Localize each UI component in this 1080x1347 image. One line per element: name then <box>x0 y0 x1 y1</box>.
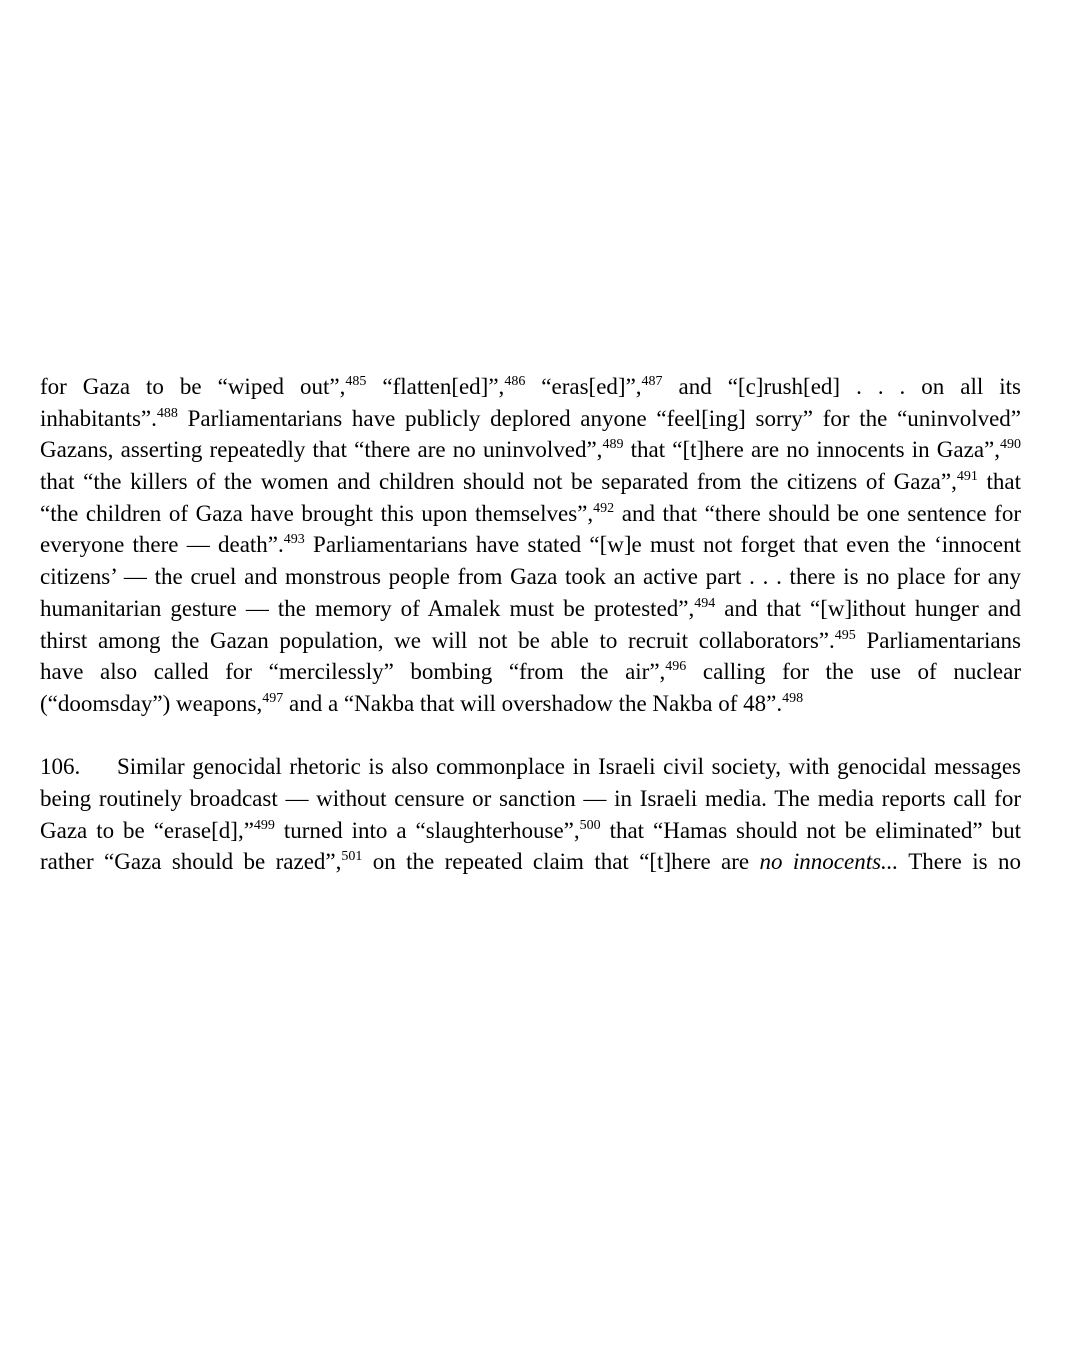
text-run: that <box>977 469 1021 495</box>
text-run: Gazans, asserting repeatedly that “there are no uninvolved”, <box>40 437 603 463</box>
text-run: calling for the use of nuclear <box>686 659 1021 685</box>
text-run: have also called for “mercilessly” bombing “from the air”, <box>40 659 666 685</box>
text-run: Similar genocidal rhetoric is also commonplace in Israeli civil society, with genocidal messages <box>117 754 1021 780</box>
text-line <box>40 751 1021 783</box>
footnote-ref: 496 <box>665 659 687 675</box>
text-run: and that “[w]ithout hunger and <box>715 595 1021 621</box>
text-run: Parliamentarians have stated “[w]e must not forget that even the ‘innocent <box>304 532 1021 558</box>
footnote-ref: 492 <box>593 500 615 516</box>
text-line <box>40 783 1021 815</box>
text-run: and that “there should be one sentence for <box>614 500 1021 526</box>
text-line <box>40 561 1021 593</box>
text-line <box>40 434 1021 466</box>
text-run: and “[c]rush[ed] . . . on all its <box>662 374 1021 399</box>
footnote-ref: 491 <box>956 469 978 485</box>
footnote-ref: 490 <box>1000 437 1022 453</box>
text-run: for Gaza to be “wiped out”, <box>40 374 346 399</box>
text-run: humanitarian gesture — the memory of Amalek must be protested”, <box>40 595 695 621</box>
text-run: “flatten[ed]”, <box>366 374 505 399</box>
text-line <box>40 625 1021 657</box>
text-run: on the repeated claim that “[t]here are <box>362 849 760 875</box>
text-run: inhabitants”. <box>40 405 157 431</box>
text-run: “eras[ed]”, <box>525 374 642 399</box>
text-run: There is no <box>898 849 1021 875</box>
text-line <box>40 371 1021 403</box>
text-run: being routinely broadcast — without censure or sanction — in Israeli media. The media reports call for <box>40 785 1021 811</box>
text-run: everyone there — death”. <box>40 532 284 558</box>
footnote-ref: 497 <box>262 690 284 706</box>
footnote-ref: 501 <box>341 849 363 865</box>
text-line <box>40 656 1021 688</box>
text-run: thirst among the Gazan population, we will not be able to recruit collaborators”. <box>40 627 835 653</box>
footnote-ref: 493 <box>283 532 305 548</box>
text-run: that “[t]here are no innocents in Gaza”, <box>623 437 1001 463</box>
paragraph-106 <box>40 751 1021 878</box>
text-run: and a “Nakba that will overshadow the Nakba of 48”. <box>283 690 783 716</box>
footnote-ref: 485 <box>345 374 367 389</box>
text-line <box>40 688 1021 720</box>
text-run: “the children of Gaza have brought this upon themselves”, <box>40 500 594 526</box>
text-line <box>40 846 1021 878</box>
footnote-ref: 499 <box>253 817 275 833</box>
paragraph-continuation <box>40 371 1021 720</box>
footnote-ref: 489 <box>602 437 624 453</box>
text-line <box>40 403 1021 435</box>
text-line <box>40 529 1021 561</box>
footnote-ref: 498 <box>782 690 804 706</box>
footnote-ref: 500 <box>579 817 601 833</box>
text-run: Parliamentarians have publicly deplored anyone “feel[ing] sorry” for the “uninvolved” <box>177 405 1021 431</box>
text-line <box>40 466 1021 498</box>
document-body <box>40 371 1021 910</box>
text-run: that “Hamas should not be eliminated” but <box>600 817 1021 843</box>
text-run: rather “Gaza should be razed”, <box>40 849 342 875</box>
footnote-ref: 494 <box>694 595 716 611</box>
footnote-ref: 495 <box>834 627 856 643</box>
italic-emphasis: no innocents... <box>759 849 899 875</box>
text-run: citizens’ — the cruel and monstrous people from Gaza took an active part . . . there is no place for any <box>40 564 1021 590</box>
text-run: Parliamentarians <box>855 627 1022 653</box>
text-line <box>40 815 1021 847</box>
text-line <box>40 593 1021 625</box>
text-run: (“doomsday”) weapons, <box>40 690 263 716</box>
footnote-ref: 488 <box>156 405 178 421</box>
text-line <box>40 498 1021 530</box>
footnote-ref: 486 <box>504 374 526 389</box>
paragraph-number: 106. <box>40 754 81 780</box>
text-run: that “the killers of the women and children should not be separated from the citizens of Gaza”, <box>40 469 957 495</box>
text-run: turned into a “slaughterhouse”, <box>274 817 580 843</box>
text-run: Gaza to be “erase[d],” <box>40 817 254 843</box>
footnote-ref: 487 <box>641 374 663 389</box>
